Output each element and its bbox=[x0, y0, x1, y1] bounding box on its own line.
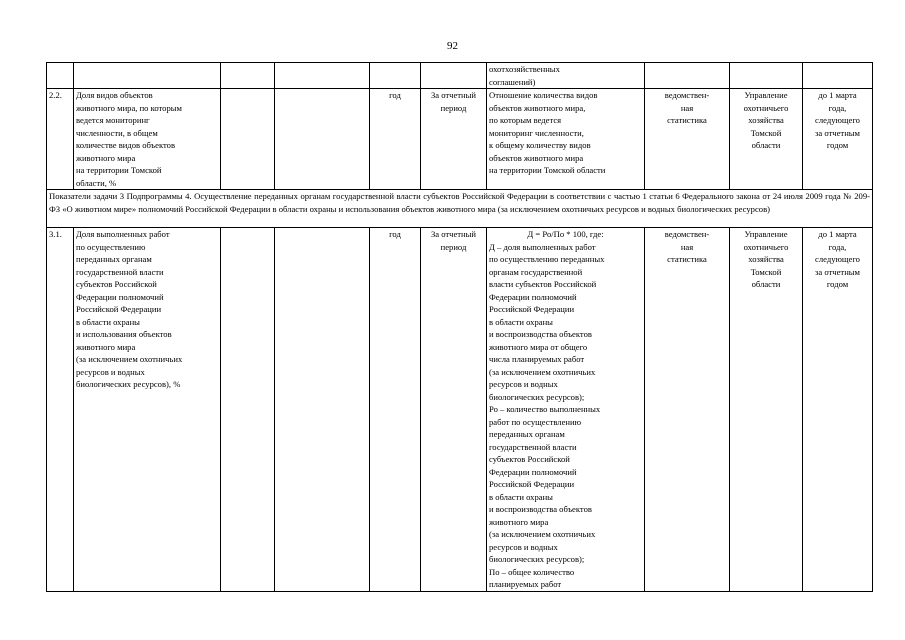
cell-indicator-name: Доля видов объектов животного мира, по которым ведется мониторинг численности, в общем количестве видов объектов животного мира на территории Томской области, % bbox=[74, 89, 221, 190]
cell-period: За отчетный период bbox=[421, 228, 487, 592]
cell-number: 2.2. bbox=[47, 89, 74, 190]
cell-responsible: Управление охотничьего хозяйства Томской области bbox=[730, 89, 803, 190]
cell-deadline: до 1 марта года, следующего за отчетным годом bbox=[803, 228, 873, 592]
cell-method bbox=[487, 228, 645, 592]
cell-number: 3.1. bbox=[47, 228, 74, 592]
section-header: Показатели задачи 3 Подпрограммы 4. Осуществление переданных органам государственной власти субъектов Российской Федерации в соответствии с частью 1 статьи 6 Федерального закона от 24 июля 2009 года № 209-ФЗ «О животном мире» полномочий Российской Федерации в области охраны и использования объектов животного мира (за исключением охотничьих ресурсов и водных биологических ресурсов) bbox=[47, 190, 873, 228]
page-number: 92 bbox=[447, 40, 458, 52]
table-row-section bbox=[47, 190, 873, 228]
formula: Д = Ро/По * 100, где: bbox=[527, 229, 604, 239]
cell-source: ведомствен- ная статистика bbox=[645, 228, 730, 592]
indicators-table bbox=[46, 62, 873, 592]
table-row-continuation bbox=[47, 63, 873, 89]
method-text: Д – доля выполненных работ по осуществлению переданных органам государственной власти субъектов Российской Федерации полномочий Российской Федерации в области охраны и воспроизводства объектов животного мира от общего числа планируемых работ (за исключением охотничьих ресурсов и водных биологических ресурсов); Ро – количество выполненных работ по осуществлению переданных органам государственной власти субъектов Российской Федерации полномочий Российской Федерации в области охраны и воспроизводства объектов животного мира (за исключением охотничьих ресурсов и водных биологических ресурсов); По – общее количество планируемых работ bbox=[489, 241, 605, 589]
table-row-3-1 bbox=[47, 228, 873, 592]
cell-unit: год bbox=[370, 228, 421, 592]
cell-period: За отчетный период bbox=[421, 89, 487, 190]
cell-unit: год bbox=[370, 89, 421, 190]
cell-indicator-name: Доля выполненных работ по осуществлению переданных органам государственной власти субъектов Российской Федерации полномочий Российской Федерации в области охраны и использования объектов животного мира (за исключением охотничьих ресурсов и водных биологических ресурсов), % bbox=[74, 228, 221, 592]
cell-responsible: Управление охотничьего хозяйства Томской области bbox=[730, 228, 803, 592]
cell-source: ведомствен- ная статистика bbox=[645, 89, 730, 190]
cell-deadline: до 1 марта года, следующего за отчетным годом bbox=[803, 89, 873, 190]
table-row-2-2 bbox=[47, 89, 873, 190]
cell-method: охотхозяйственных соглашений) bbox=[487, 63, 645, 89]
cell-method: Отношение количества видов объектов животного мира, по которым ведется мониторинг численности, к общему количеству видов объектов животного мира на территории Томской области bbox=[487, 89, 645, 190]
